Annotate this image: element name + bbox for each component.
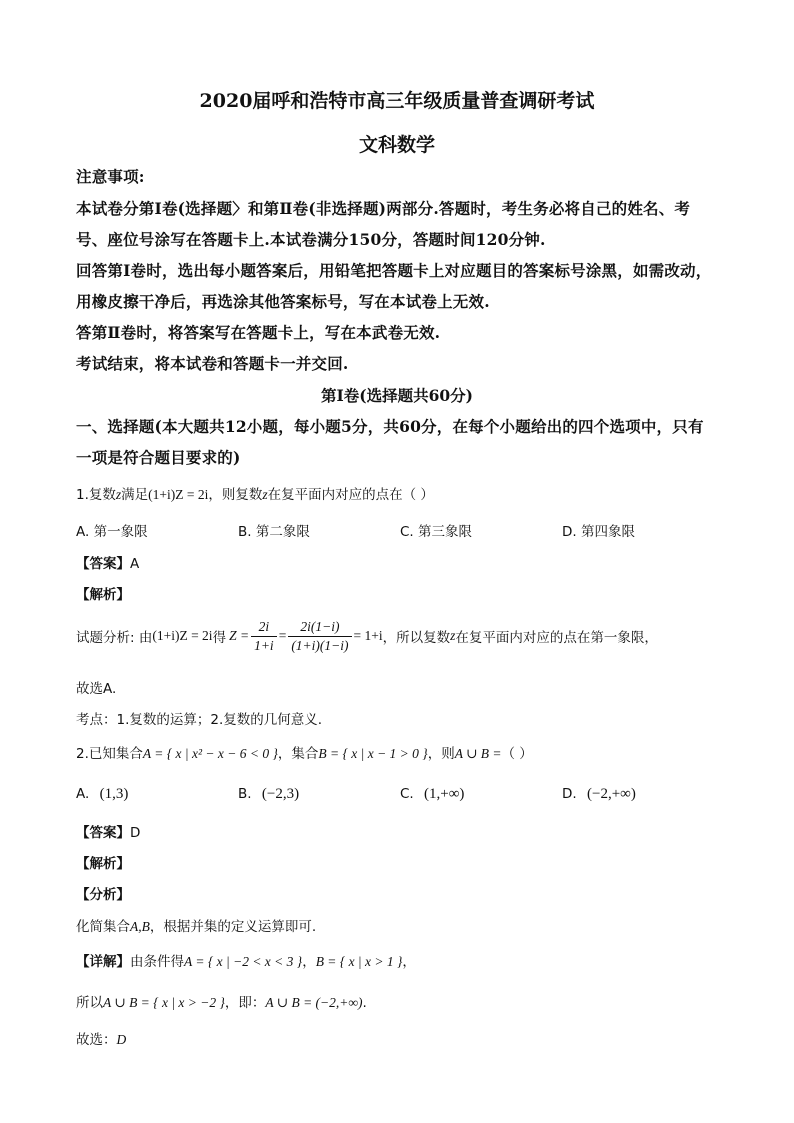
q1-solution-z: Z = (229, 628, 250, 643)
q1-suffix2: 在复平面内对应的点在（ ） (267, 487, 434, 503)
q2-detail-setB: B = { x | x > 1 } (315, 954, 403, 969)
q1-answer-tag: 【答案】 (76, 556, 130, 572)
q2-analysis-label: 【解析】 (76, 856, 130, 872)
q1-kaodian: 考点：1.复数的运算；2.复数的几何意义. (76, 712, 323, 728)
q2-conclusion-prefix: 故选： (76, 1032, 117, 1048)
q1-frac2-den: (1+i)(1−i) (291, 637, 349, 653)
q2-option-b (238, 786, 299, 803)
notice-line-2: 号、座位号涂写在答题卡上.本试卷满分150分，答题时间120分钟. (76, 230, 546, 249)
q2-union: A ∪ B = (454, 746, 502, 761)
q1-z: z (115, 487, 122, 502)
q2-fenxi-label: 【分析】 (76, 887, 130, 903)
q1-fraction-2 (288, 619, 351, 654)
exam-title: 2020届呼和浩特市高三年级质量普查调研考试 (199, 90, 595, 112)
q1-equation: (1+i)Z = 2i (148, 487, 209, 502)
q2-so-prefix: 所以 (76, 995, 103, 1011)
q2-detail (76, 950, 416, 970)
q2-detail-end: ， (402, 954, 416, 970)
q1-z2: z (262, 487, 268, 502)
q1-conclusion: 故选A. (76, 681, 117, 697)
q2-option-c-letter: C. (400, 786, 414, 802)
q2-setB: B = { x | x − 1 > 0 } (318, 746, 428, 761)
q2-option-d-letter: D. (562, 786, 577, 802)
q1-solution-eq: (1+i)Z = 2i (152, 628, 213, 643)
q1-analysis-label: 【解析】 (76, 587, 130, 603)
question-1 (76, 483, 434, 503)
q2-option-a (76, 786, 128, 803)
q2-detail-comma: ， (302, 954, 316, 970)
q2-analysis-tag (76, 852, 130, 872)
q2-so (76, 991, 367, 1011)
q2-option-b-value: (−2,3) (261, 786, 300, 802)
notice-line-6: 考试结束，将本试卷和答题卡一并交回. (76, 354, 349, 373)
section-title: 第Ⅰ卷(选择题共60分) (321, 386, 473, 405)
q1-solution-suffix2: 在复平面内对应的点在第一象限， (455, 630, 658, 646)
q2-conclusion-value: D (116, 1032, 127, 1047)
q2-option-d-value: (−2,+∞) (586, 786, 636, 802)
section-instruction-2: 一项是符合题目要求的) (76, 448, 241, 467)
q2-option-a-letter: A. (76, 786, 90, 802)
q2-suffix: ，则 (427, 746, 455, 762)
q2-option-c-value: (1,+∞) (424, 786, 465, 802)
q1-option-b: B. 第二象限 (238, 524, 310, 540)
q1-option-d: D. 第四象限 (562, 524, 635, 540)
q2-option-c (400, 786, 464, 803)
notice-line-5: 答第Ⅱ卷时，将答案写在答题卡上，写在本武卷无效. (76, 323, 441, 342)
q2-conclusion (76, 1028, 126, 1048)
exam-subtitle: 文科数学 (358, 134, 435, 156)
q1-answer-value: A (130, 556, 140, 572)
q2-answer-value: D (130, 825, 141, 841)
q1-frac2-num: 2i(1−i) (288, 619, 351, 637)
q2-so-union: A ∪ B = { x | x > −2 } (103, 995, 225, 1010)
notice-line-3: 回答第Ⅰ卷时，选出每小题答案后，用铅笔把答题卡上对应题目的答案标号涂黑，如需改动， (76, 261, 712, 280)
q1-suffix: ，则复数 (208, 487, 263, 503)
q1-frac1-num: 2i (251, 619, 277, 637)
q2-setA: A = { x | x² − x − 6 < 0 } (142, 746, 278, 761)
q1-frac1-den: 1+i (254, 637, 274, 653)
section-instruction-1: 一、选择题(本大题共12小题，每小题5分，共60分，在每个小题给出的四个选项中，只有 (76, 417, 704, 436)
q2-fenxi-prefix: 化简集合 (76, 919, 130, 935)
q2-option-b-letter: B. (238, 786, 252, 802)
notice-heading: 注意事项: (76, 167, 145, 186)
q1-option-a: A. 第一象限 (76, 524, 148, 540)
q2-fenxi (76, 915, 316, 935)
q2-so-result: A ∪ B = (−2,+∞) (265, 995, 363, 1010)
q1-solution-z2: z (450, 628, 456, 643)
question-2 (76, 742, 533, 762)
q2-option-a-value: (1,3) (99, 786, 129, 802)
q2-mid: ，集合 (277, 746, 319, 762)
q2-prefix: 2.已知集合 (76, 746, 143, 762)
q2-so-end: . (362, 995, 367, 1011)
q2-option-d (562, 786, 636, 803)
q1-solution (76, 613, 658, 659)
q1-mid: 满足 (121, 487, 149, 503)
q2-answer (76, 821, 140, 841)
q1-solution-prefix: 试题分析: 由 (76, 630, 153, 646)
q1-solution-suffix: ，所以复数 (382, 630, 451, 646)
notice-line-4: 用橡皮擦干净后，再选涂其他答案标号，写在本试卷上无效. (76, 292, 490, 311)
q1-solution-result: = 1+i (353, 628, 383, 643)
q2-detail-setA: A = { x | −2 < x < 3 } (184, 954, 303, 969)
q2-fenxi-tag (76, 883, 130, 903)
q1-prefix: 1.复数 (76, 487, 116, 503)
q2-fenxi-sets: A,B (130, 919, 150, 934)
q2-paren: （ ） (501, 746, 533, 762)
q2-so-mid: ，即： (224, 995, 266, 1011)
q2-detail-prefix: 由条件得 (130, 954, 184, 970)
q1-analysis-tag (76, 583, 130, 603)
q2-fenxi-suffix: ，根据并集的定义运算即可. (149, 919, 317, 935)
q2-answer-tag: 【答案】 (76, 825, 130, 841)
q1-equals: = (278, 628, 287, 643)
q1-fraction-1 (251, 619, 277, 654)
q2-detail-tag: 【详解】 (76, 954, 130, 970)
q1-answer (76, 552, 139, 572)
notice-line-1: 本试卷分第Ⅰ卷(选择题〉和第Ⅱ卷(非选择题)两部分.答题时，考生务必将自己的姓名、考 (76, 199, 691, 218)
q1-option-c: C. 第三象限 (400, 524, 473, 540)
q1-solution-de: 得 (212, 630, 227, 646)
